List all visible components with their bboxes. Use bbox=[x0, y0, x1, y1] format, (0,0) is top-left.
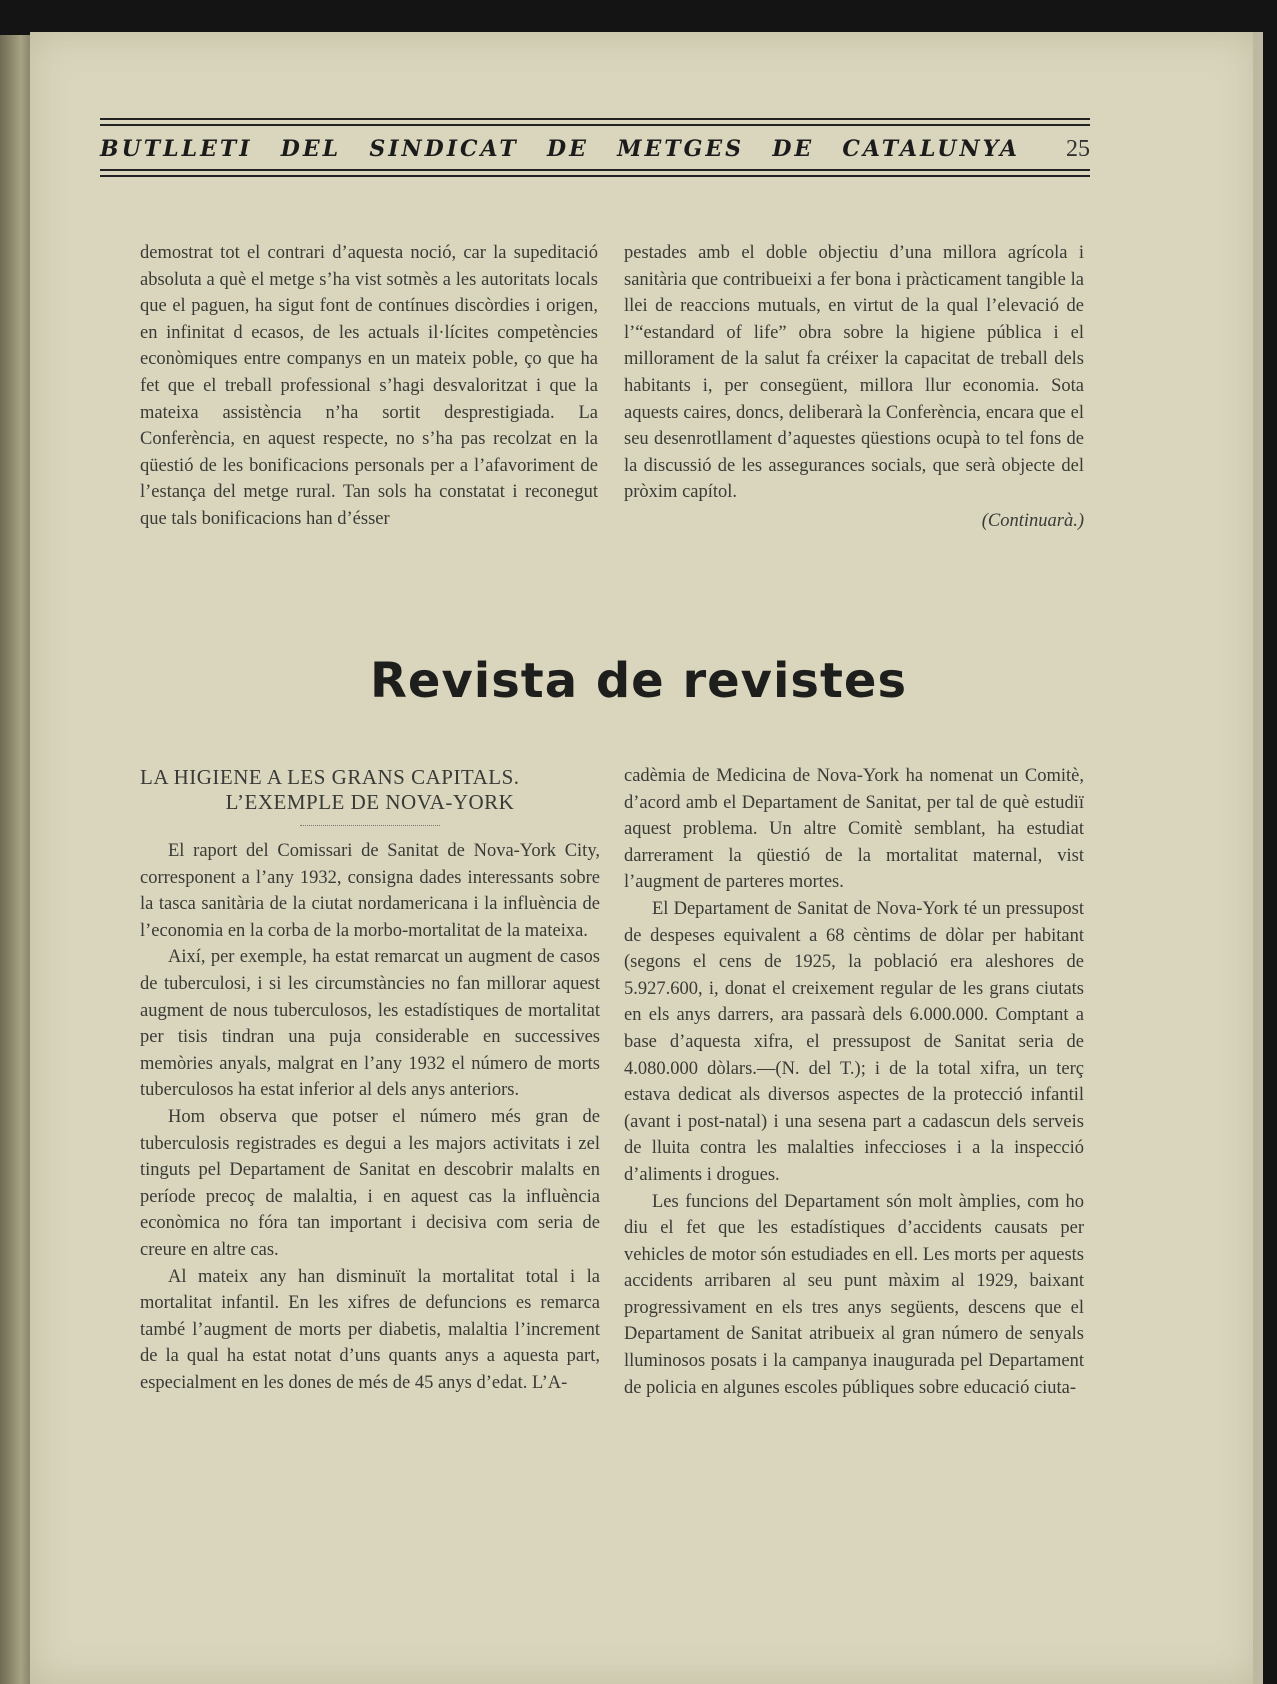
header-line bbox=[100, 126, 1090, 169]
masthead bbox=[100, 136, 1020, 162]
paragraph: Al mateix any han disminuït la mortalitat total i la mortalitat infantil. En les xifres de defuncions es remarca també l’augment de morts per diabetis, malaltia l’increment de la qual ha estat notat d’uns quants anys a aquesta part, especialment en les dones de més de 45 anys d’edat. L’A- bbox=[140, 1266, 600, 1393]
paragraph: Les funcions del Departament són molt àmplies, com ho diu el fet que les estadístiques d’accidents causats per vehicles de motor són estudiades en ell. Les morts per aquests accidents arribaren al seu punt màxim al 1929, baixant progressivament en els tres anys següents, descens que el Departament de Sanitat atribueix al gran número de senyals lluminosos posats i la campanya inaugurada pel Departament de policia en algunes escoles públiques sobre educació ciuta- bbox=[624, 1191, 1084, 1398]
header-rule-top bbox=[100, 118, 1090, 120]
article-right-column bbox=[624, 763, 1084, 1401]
paragraph: El Departament de Sanitat de Nova-York té un pressupost de despeses equivalent a 68 cèntims de dòlar per habitant (segons el cens de 1925, la població era aleshores de 5.927.600, i, donat el creixement regular de les grans ciutats en els anys darrers, ara passarà dels 6.000.000. Comptant a base d’aquesta xifra, el pressupost de Sanitat seria de 4.080.000 dòlars.—(N. del T.); i de la total xifra, un terç estava dedicat als diversos aspectes de la protecció infantil (avant i post-natal) i una sesena part a cadascun dels serveis de lluita contra les malalties infeccioses i a la inspecció d’aliments i drogues. bbox=[624, 898, 1084, 1185]
paragraph: pestades amb el doble objectiu d’una millora agrícola i sanitària que contribueixi a fer bona i pràcticament tangible la llei de reaccions mutuals, en virtut de la qual l’elevació de l’“estandard of life” obra sobre la higiene pública i el millorament de la salut fa créixer la capacitat de treball dels habitants i, per consegüent, millora llur economia. Sota aquests caires, doncs, deliberarà la Conferència, encara que el seu desenrotllament d’aquestes qüestions ocupà to tel fons de la discussió de les assegurances socials, que serà objecte del pròxim capítol. bbox=[624, 243, 1084, 503]
paragraph: Hom observa que potser el número més gran de tuberculosis registrades es degui a les majors activitats i zel tinguts pel Departament de Sanitat en descobrir malalts en període precoç de malaltia, i en aquest cas la influència econòmica no fóra tan important i decisiva com seria de creure en altre cas. bbox=[140, 1106, 600, 1260]
paragraph: El raport del Comissari de Sanitat de Nova-York City, corresponent a l’any 1932, consigna dades interessants sobre la tasca sanitària de la ciutat nordamericana i la influència de l’economia en la corba de la morbo-mortalitat de la mateixa. bbox=[140, 841, 600, 941]
masthead-word: METGES bbox=[617, 136, 745, 162]
article-heading-line-1: LA HIGIENE A LES GRANS CAPITALS. bbox=[140, 765, 520, 789]
paragraph: Així, per exemple, ha estat remarcat un augment de casos de tuberculosi, i si les circumstàncies no fan millorar aquest augment de nous tuberculosos, les estadístiques de mortalitat per tisis tindran una puja considerable en successives memòries anyals, malgrat en l’any 1932 el número de morts tuberculosos ha estat inferior al dels anys anteriors. bbox=[140, 947, 600, 1101]
masthead-word: DEL bbox=[280, 136, 342, 162]
heading-divider bbox=[300, 825, 440, 826]
header-rule-bottom bbox=[100, 169, 1090, 171]
page-header bbox=[100, 118, 1090, 177]
header-rule-bottom-2 bbox=[100, 175, 1090, 177]
previous-page-edge bbox=[0, 35, 30, 1684]
paragraph: demostrat tot el contrari d’aquesta noció, car la supeditació absoluta a què el metge s’ha vist sotmès a les autoritats locals que el paguen, ha sigut font de contínues discòrdies i origen, en infinitat d ecasos, de les actuals il·lícites competències econòmiques entre companys en un mateix poble, ço que ha fet que el treball professional s’hagi desvaloritzat i que la mateixa assistència n’ha sortit desprestigiada. La Conferència, en aquest respecte, no s’ha pas recolzat en la qüestió de les bonificacions personals per a l’afavoriment de l’estança del metge rural. Tan sols ha constatat i reconegut que tals bonificacions han d’ésser bbox=[140, 243, 598, 529]
article-left-column bbox=[140, 765, 600, 1396]
masthead-word: CATALUNYA bbox=[842, 136, 1020, 162]
article-heading-line-2: L’EXEMPLE DE NOVA-YORK bbox=[225, 790, 515, 814]
page-edge bbox=[1253, 32, 1263, 1684]
page-number: 25 bbox=[1066, 136, 1090, 162]
continued-note: (Continuarà.) bbox=[981, 510, 1084, 531]
masthead-word: DE bbox=[547, 136, 589, 162]
paragraph: cadèmia de Medicina de Nova-York ha nomenat un Comitè, d’acord amb el Departament de Sanitat, per tal de què estudiï aquest problema. Un altre Comitè semblant, ha estudiat darrerament la qüestió de la mortalitat maternal, vist l’augment de parteres mortes. bbox=[624, 766, 1084, 893]
section-title: Revista de revistes bbox=[369, 653, 908, 709]
masthead-word: SINDICAT bbox=[369, 136, 519, 162]
continuation-right-column bbox=[624, 240, 1084, 535]
continuation-left-column bbox=[140, 240, 598, 533]
masthead-word: BUTLLETI bbox=[100, 136, 253, 162]
masthead-word: DE bbox=[772, 136, 815, 162]
article-heading bbox=[140, 765, 600, 815]
